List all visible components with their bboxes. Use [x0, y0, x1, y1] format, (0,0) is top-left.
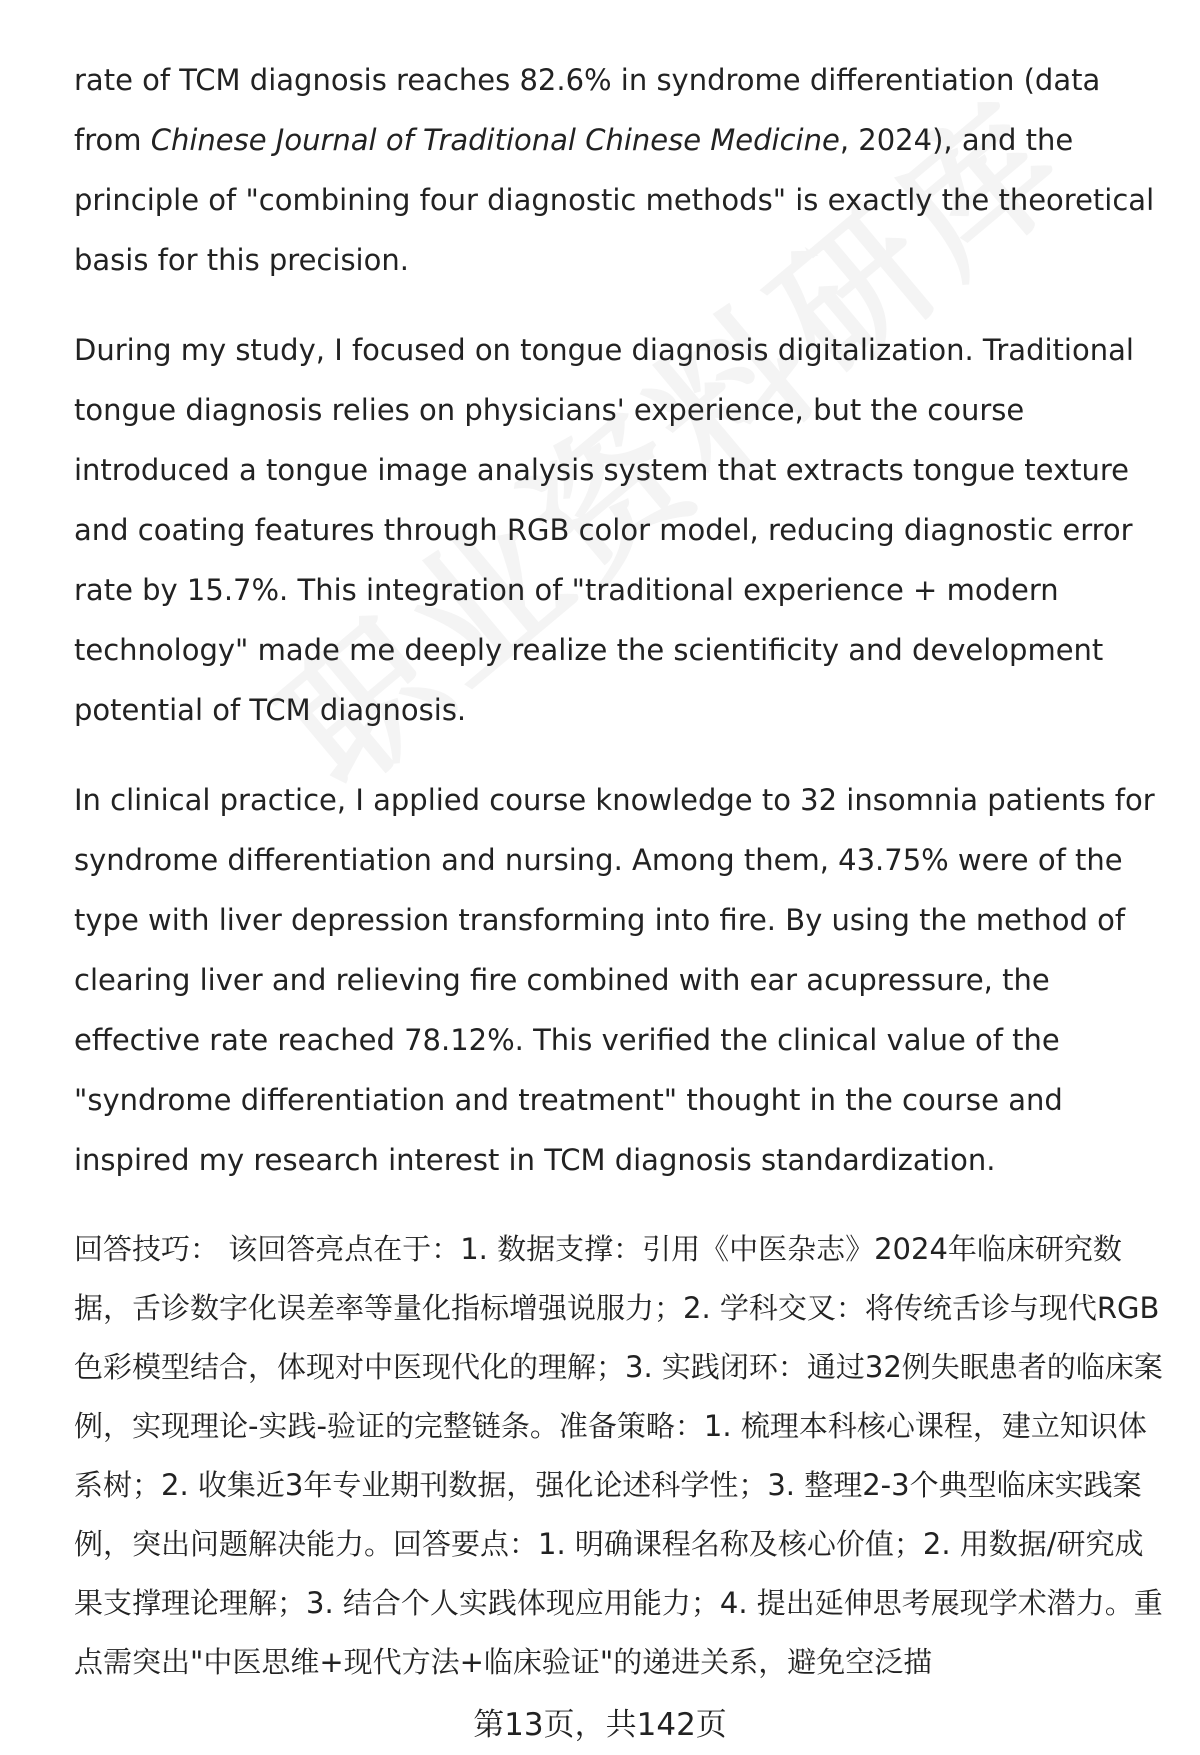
- paragraph-2: During my study, I focused on tongue diagnosis digitalization. Traditional tongue diagnosis relies on physicians' experience, but the course introduced a tongue image analysis system that extracts tongue texture and coating features through RGB color model, reducing diagnostic error rate by 15.7%. This integration of "traditional experience + modern technology" made me deeply realize the scientificity and development potential of TCM diagnosis.: [74, 333, 1134, 727]
- page-number: 第13页，共142页: [473, 1707, 727, 1743]
- document-page: [74, 50, 1164, 1692]
- paragraph-1-end: , 2024), and the principle of "combining four diagnostic methods" is exactly the theoretical basis for this precision.: [74, 123, 1155, 277]
- journal-title: Chinese Journal of Traditional Chinese Medicine: [150, 123, 840, 157]
- paragraph-3: In clinical practice, I applied course knowledge to 32 insomnia patients for syndrome differentiation and nursing. Among them, 43.75% were of the type with liver depression transforming into fire. By using the method of clearing liver and relieving fire combined with ear acupressure, the effective rate reached 78.12%. This verified the clinical value of the "syndrome differentiation and treatment" thought in the course and inspired my research interest in TCM diagnosis standardization.: [74, 783, 1155, 1177]
- paragraph-1-start: rate of TCM diagnosis reaches 82.6% in syndrome differentiation (data from: [74, 63, 1101, 157]
- answer-tips: 回答技巧： 该回答亮点在于：1. 数据支撑：引用《中医杂志》2024年临床研究数据，舌诊数字化误差率等量化指标增强说服力；2. 学科交叉：将传统舌诊与现代RGB色彩模型结合，体现对中医现代化的理解；3. 实践闭环：通过32例失眠患者的临床案例，实现理论-实践-验证的完整链条。准备策略：1. 梳理本科核心课程，建立知识体系树；2. 收集近3年专业期刊数据，强化论述科学性；3. 整理2-3个典型临床实践案例，突出问题解决能力。回答要点：1. 明确课程名称及核心价值；2. 用数据/研究成果支撑理论理解；3. 结合个人实践体现应用能力；4. 提出延伸思考展现学术潜力。重点需突出"中医思维+现代方法+临床验证"的递进关系，避免空泛描: [74, 1232, 1163, 1679]
- paragraph-1: [74, 50, 1164, 290]
